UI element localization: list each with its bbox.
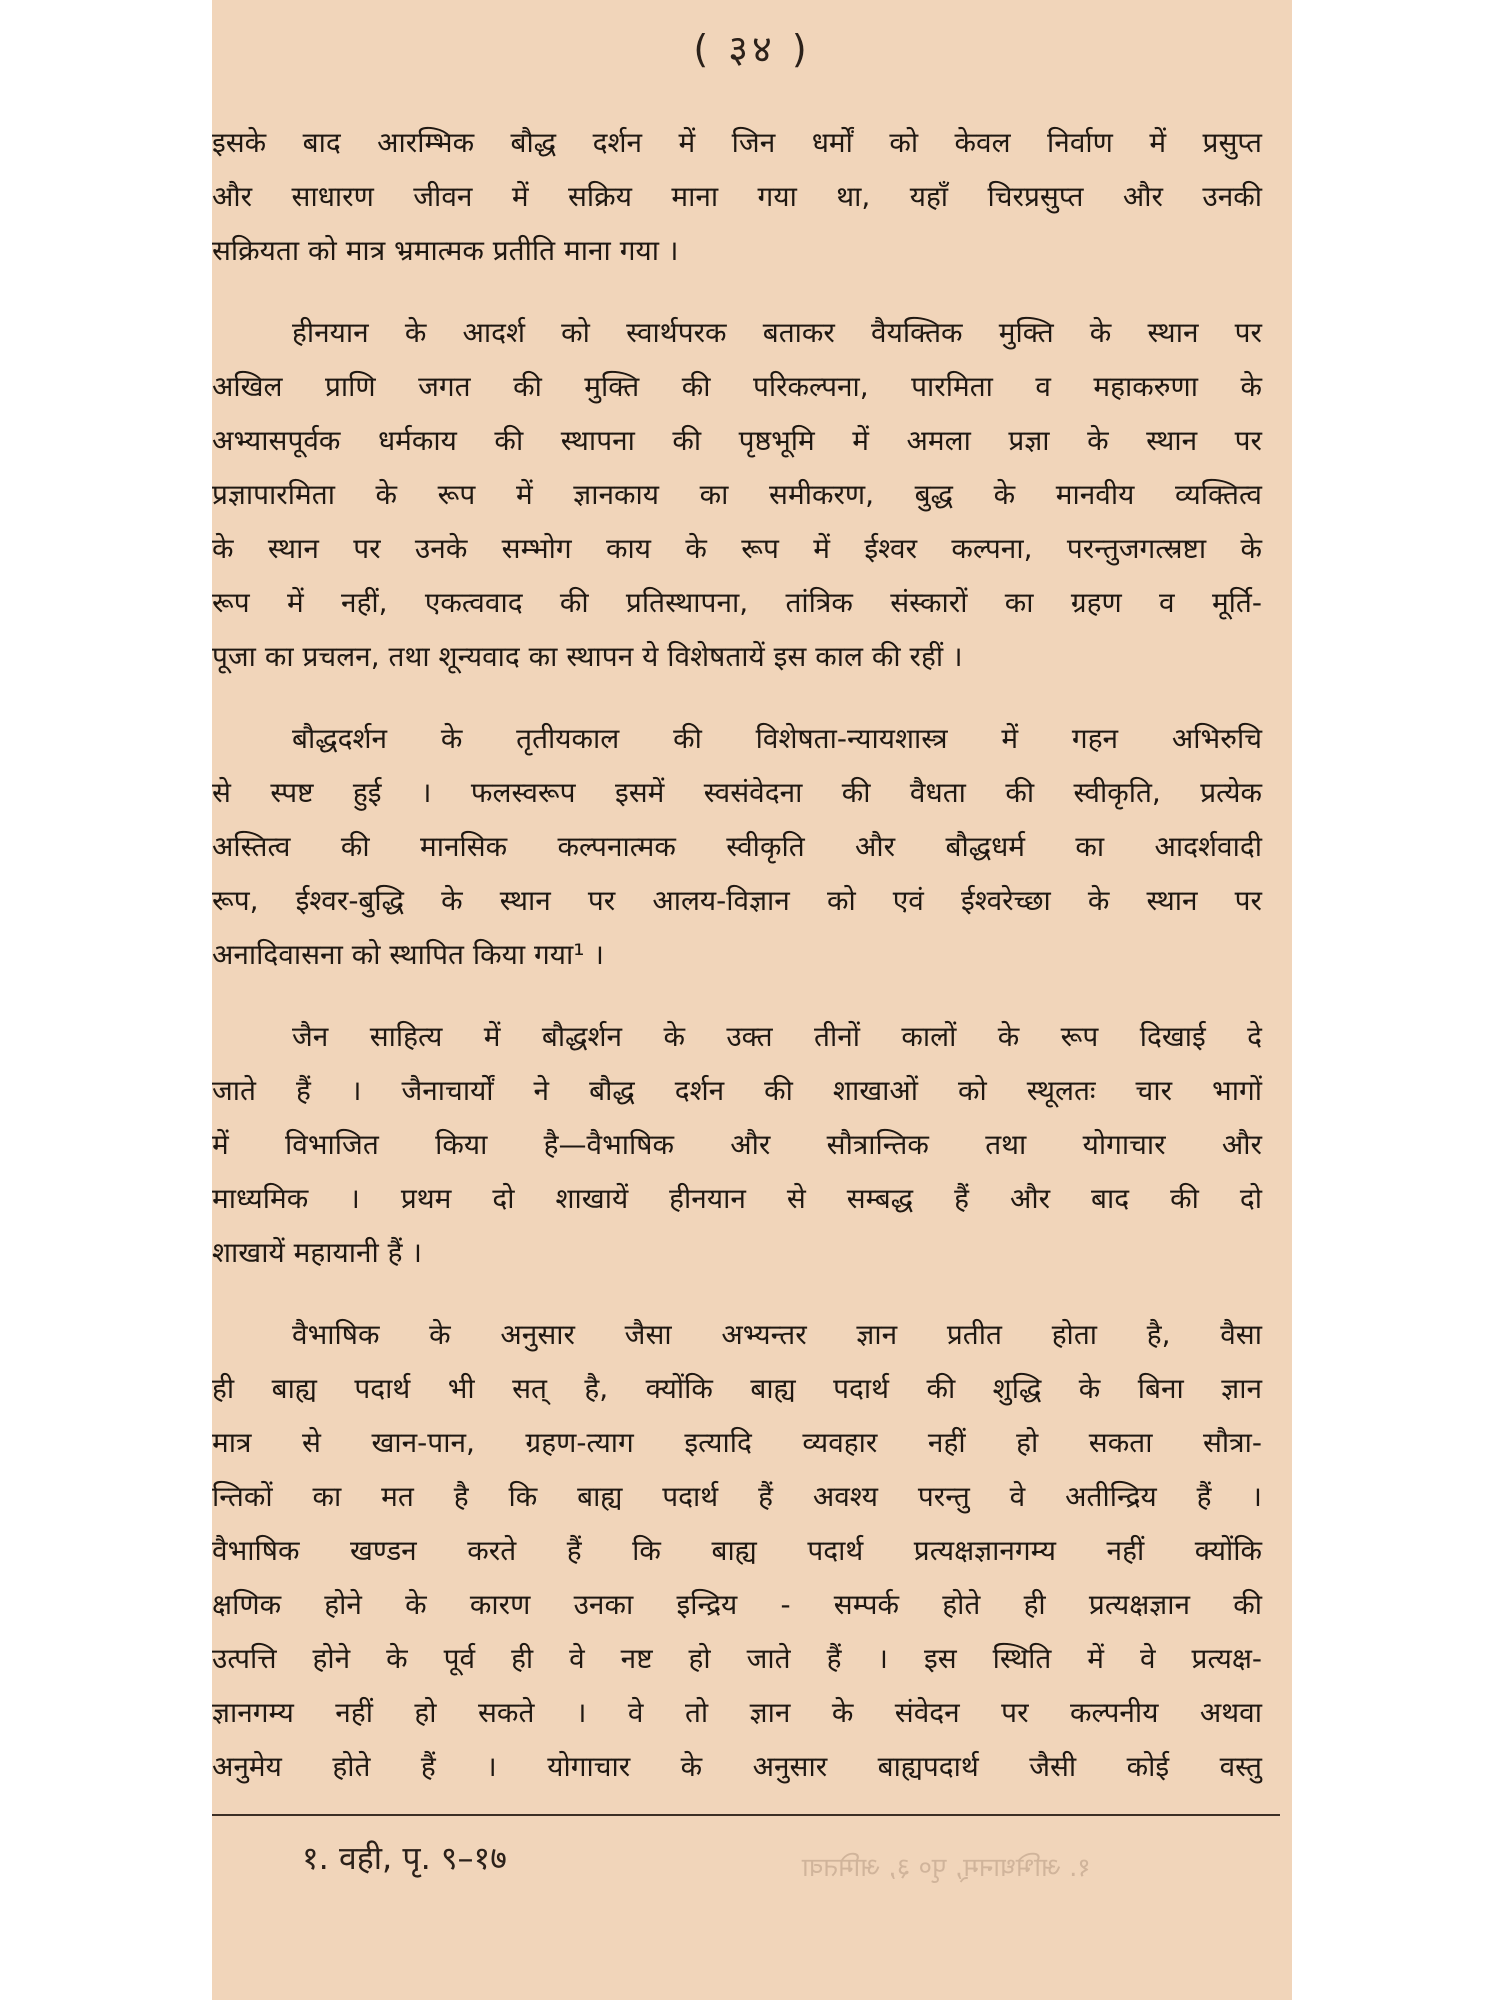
- text-line: रूप, ईश्वर-बुद्धि के स्थान पर आलय-विज्ञान को एवं ईश्वरेच्छा के स्थान पर: [212, 884, 1262, 917]
- text-line: जाते हैं । जैनाचार्यों ने बौद्ध दर्शन की शाखाओं को स्थूलतः चार भागों: [212, 1074, 1262, 1107]
- text-line: शाखायें महायानी हैं ।: [212, 1236, 423, 1269]
- text-line: रूप में नहीं, एकत्ववाद की प्रतिस्थापना, तांत्रिक संस्कारों का ग्रहण व मूर्ति-: [212, 586, 1262, 619]
- text-line: अभ्यासपूर्वक धर्मकाय की स्थापना की पृष्ठभूमि में अमला प्रज्ञा के स्थान पर: [212, 424, 1262, 457]
- text-line: और साधारण जीवन में सक्रिय माना गया था, यहाँ चिरप्रसुप्त और उनकी: [212, 180, 1262, 213]
- text-line: माध्यमिक । प्रथम दो शाखायें हीनयान से सम्बद्ध हैं और बाद की दो: [212, 1182, 1262, 1215]
- text-line: से स्पष्ट हुई । फलस्वरूप इसमें स्वसंवेदना की वैधता की स्वीकृति, प्रत्येक: [212, 776, 1262, 809]
- text-line: बौद्धदर्शन के तृतीयकाल की विशेषता-न्यायशास्त्र में गहन अभिरुचि: [292, 722, 1262, 755]
- text-line: न्तिकों का मत है कि बाह्य पदार्थ हैं अवश्य परन्तु वे अतीन्द्रिय हैं ।: [212, 1480, 1262, 1513]
- text-line: इसके बाद आरम्भिक बौद्ध दर्शन में जिन धर्मों को केवल निर्वाण में प्रसुप्त: [212, 126, 1262, 159]
- text-line: अस्तित्व की मानसिक कल्पनात्मक स्वीकृति और बौद्धधर्म का आदर्शवादी: [212, 830, 1262, 863]
- text-line: के स्थान पर उनके सम्भोग काय के रूप में ईश्वर कल्पना, परन्तुजगत्स्रष्टा के: [212, 532, 1262, 565]
- book-page: [212, 0, 1292, 2000]
- paragraph-1: [212, 116, 1262, 278]
- text-line: क्षणिक होने के कारण उनका इन्द्रिय - सम्पर्क होते ही प्रत्यक्षज्ञान की: [212, 1588, 1262, 1621]
- text-line: अखिल प्राणि जगत की मुक्ति की परिकल्पना, पारमिता व महाकरुणा के: [212, 370, 1262, 403]
- footnote-divider: [212, 1814, 1280, 1816]
- text-line: पूजा का प्रचलन, तथा शून्यवाद का स्थापन ये विशेषतायें इस काल की रहीं ।: [212, 640, 963, 673]
- text-line: मात्र से खान-पान, ग्रहण-त्याग इत्यादि व्यवहार नहीं हो सकता सौत्रा-: [212, 1426, 1262, 1459]
- paragraph-5: [212, 1308, 1262, 1794]
- paragraph-4: [212, 1010, 1262, 1280]
- bleed-through-text: १. अभिधानम्, पृ० ३, अमितवा: [802, 1853, 1091, 1883]
- paragraph-2: [212, 306, 1262, 684]
- text-line: हीनयान के आदर्श को स्वार्थपरक बताकर वैयक्तिक मुक्ति के स्थान पर: [292, 316, 1262, 349]
- text-line: ज्ञानगम्य नहीं हो सकते । वे तो ज्ञान के संवेदन पर कल्पनीय अथवा: [212, 1696, 1262, 1729]
- page-number: ( ३४ ): [693, 27, 811, 71]
- text-line: प्रज्ञापारमिता के रूप में ज्ञानकाय का समीकरण, बुद्ध के मानवीय व्यक्तित्व: [212, 478, 1262, 511]
- text-line: ही बाह्य पदार्थ भी सत् है, क्योंकि बाह्य पदार्थ की शुद्धि के बिना ज्ञान: [212, 1372, 1262, 1405]
- text-line: अनुमेय होते हैं । योगाचार के अनुसार बाह्यपदार्थ जैसी कोई वस्तु: [212, 1750, 1262, 1783]
- body-text: [212, 116, 1262, 1822]
- text-line: जैन साहित्य में बौद्धर्शन के उक्त तीनों कालों के रूप दिखाई दे: [292, 1020, 1262, 1053]
- text-line: उत्पत्ति होने के पूर्व ही वे नष्ट हो जाते हैं । इस स्थिति में वे प्रत्यक्ष-: [212, 1642, 1262, 1675]
- text-line: वैभाषिक के अनुसार जैसा अभ्यन्तर ज्ञान प्रतीत होता है, वैसा: [292, 1318, 1262, 1351]
- text-line: सक्रियता को मात्र भ्रमात्मक प्रतीति माना गया ।: [212, 234, 679, 267]
- footnote: १. वही, पृ. ९–१७: [302, 1839, 507, 1877]
- text-line: अनादिवासना को स्थापित किया गया¹ ।: [212, 938, 605, 971]
- paragraph-3: [212, 712, 1262, 982]
- text-line: में विभाजित किया है—वैभाषिक और सौत्रान्तिक तथा योगाचार और: [212, 1128, 1262, 1161]
- text-line: वैभाषिक खण्डन करते हैं कि बाह्य पदार्थ प्रत्यक्षज्ञानगम्य नहीं क्योंकि: [212, 1534, 1262, 1567]
